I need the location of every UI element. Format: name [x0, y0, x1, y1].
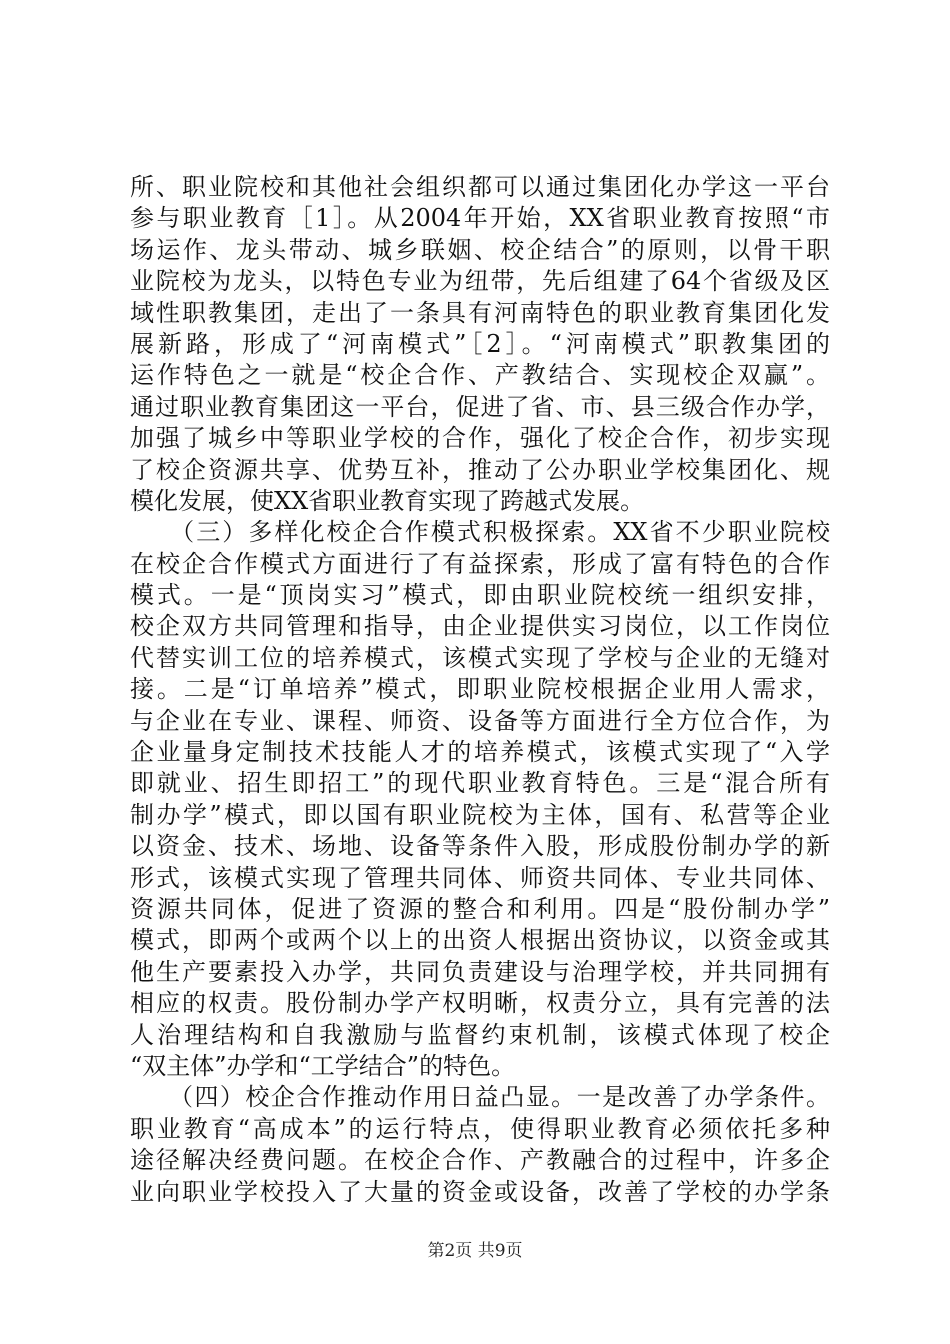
text-line: 运作特色之一就是“校企合作、产教结合、实现校企双赢”。	[130, 361, 830, 390]
text-line: 企业量身定制技术技能人才的培养模式，该模式实现了“入学	[130, 738, 830, 767]
text-line: 模式。一是“顶岗实习”模式，即由职业院校统一组织安排，	[130, 581, 830, 610]
text-line: （四）校企合作推动作用日益凸显。一是改善了办学条件。	[130, 1083, 830, 1112]
text-line: 场运作、龙头带动、城乡联姻、校企结合”的原则，以骨干职	[130, 235, 830, 264]
text-line: 代替实训工位的培养模式，该模式实现了学校与企业的无缝对	[130, 643, 830, 672]
text-line: 模式，即两个或两个以上的出资人根据出资协议，以资金或其	[130, 926, 830, 955]
text-line: 通过职业教育集团这一平台，促进了省、市、县三级合作办学，	[130, 392, 830, 421]
text-line: 职业教育“高成本”的运行特点，使得职业教育必须依托多种	[130, 1114, 830, 1143]
text-line: 途径解决经费问题。在校企合作、产教融合的过程中，许多企	[130, 1146, 830, 1175]
text-line: 形式，该模式实现了管理共同体、师资共同体、专业共同体、	[130, 863, 830, 892]
text-line: 在校企合作模式方面进行了有益探索，形成了富有特色的合作	[130, 549, 830, 578]
body-text	[130, 172, 830, 1208]
text-line: 与企业在专业、课程、师资、设备等方面进行全方位合作，为	[130, 706, 830, 735]
text-line: 业向职业学校投入了大量的资金或设备，改善了学校的办学条	[130, 1177, 830, 1206]
page-number-footer: 第2页 共9页	[427, 1241, 523, 1261]
text-line: 展新路，形成了“河南模式”［2］。“河南模式”职教集团的	[130, 329, 830, 358]
text-line: 业院校为龙头，以特色专业为纽带，先后组建了64个省级及区	[130, 267, 830, 296]
text-line: 了校企资源共享、优势互补，推动了公办职业学校集团化、规	[130, 455, 830, 484]
text-line: 接。二是“订单培养”模式，即职业院校根据企业用人需求，	[130, 675, 830, 704]
text-line: 参与职业教育［1］。从2004年开始，XX省职业教育按照“市	[130, 204, 830, 233]
text-line: 域性职教集团，走出了一条具有河南特色的职业教育集团化发	[130, 298, 830, 327]
text-line: 即就业、招生即招工”的现代职业教育特色。三是“混合所有	[130, 769, 830, 798]
text-line: （三）多样化校企合作模式积极探索。XX省不少职业院校	[130, 518, 830, 547]
text-line: 制办学”模式，即以国有职业院校为主体，国有、私营等企业	[130, 800, 830, 829]
text-line: 加强了城乡中等职业学校的合作，强化了校企合作，初步实现	[130, 424, 830, 453]
text-line: 模化发展，使XX省职业教育实现了跨越式发展。	[130, 486, 645, 515]
text-line: “双主体”办学和“工学结合”的特色。	[130, 1051, 516, 1080]
text-line: 资源共同体，促进了资源的整合和利用。四是“股份制办学”	[130, 894, 830, 923]
text-line: 以资金、技术、场地、设备等条件入股，形成股份制办学的新	[130, 832, 830, 861]
text-line: 人治理结构和自我激励与监督约束机制，该模式体现了校企	[130, 1020, 830, 1049]
text-line: 所、职业院校和其他社会组织都可以通过集团化办学这一平台	[130, 173, 830, 201]
text-line: 校企双方共同管理和指导，由企业提供实习岗位，以工作岗位	[130, 612, 830, 641]
text-line: 他生产要素投入办学，共同负责建设与治理学校，并共同拥有	[130, 957, 830, 986]
text-line: 相应的权责。股份制办学产权明晰，权责分立，具有完善的法	[130, 989, 830, 1018]
